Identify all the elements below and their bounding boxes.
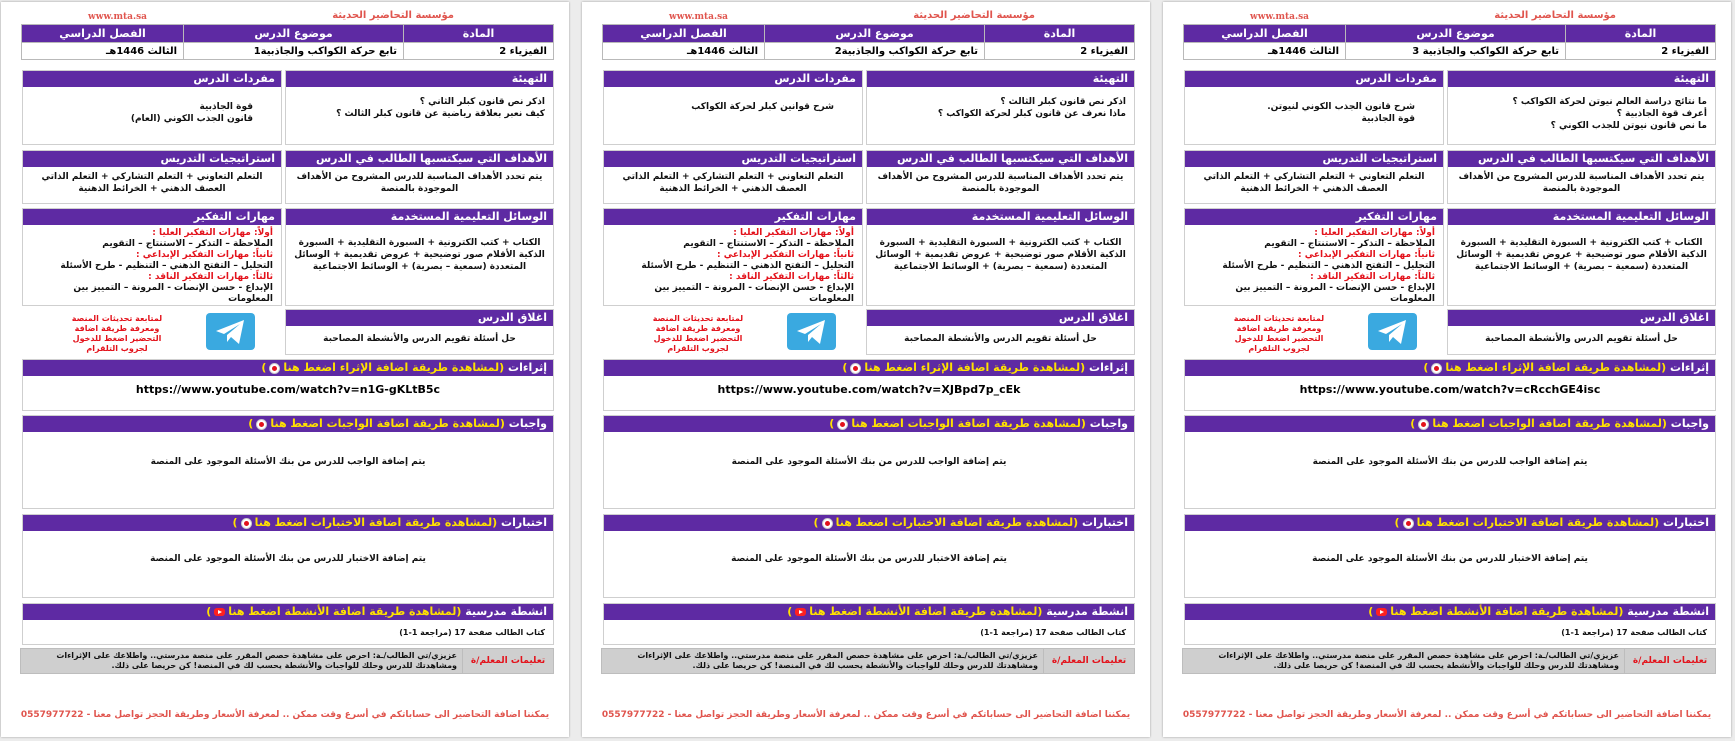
youtube-icon xyxy=(1376,608,1387,616)
telegram-button[interactable] xyxy=(1368,313,1417,350)
thinking-text: التحليل – التفتح الذهني – التنظيم - طرح الأسئلة xyxy=(641,261,854,271)
close-paren: ) xyxy=(1410,417,1416,430)
tests-text: يتم إضافة الاختبار للدرس من بنك الأسئلة الموجود على المنصة xyxy=(1312,554,1588,564)
enrich-section xyxy=(1184,359,1716,411)
enrich-label: إثراءات xyxy=(508,361,547,374)
warmup-title: التهيئة xyxy=(286,71,553,87)
warmup-list xyxy=(1448,87,1715,136)
thinking-section xyxy=(603,208,863,306)
activities-section xyxy=(603,603,1135,645)
thinking-section xyxy=(1184,208,1444,306)
vocab-title: مفردات الدرس xyxy=(23,71,281,87)
record-icon xyxy=(822,518,833,529)
close-paren: ) xyxy=(813,516,819,529)
closing-text: حل أسئلة تقويم الدرس والأنشطة المصاحبة xyxy=(323,334,516,344)
goals-section xyxy=(285,150,554,204)
homework-section xyxy=(1184,415,1716,509)
subject-header: المادة xyxy=(985,25,1135,43)
notes-text: عزيزي/تي الطالب/ـة: احرص على مشاهدة حصص المقرر على منصة مدرستي.. واطلاعك على الإثراءات ومشاهدتك للدرس وحلك للواجبات والأنشطة يحسب لك في المنصة! كن حريصا على ذلك. xyxy=(1218,651,1619,670)
thinking-label: أولاً: مهارات التفكير العليا : xyxy=(152,228,273,238)
tests-link-text: (لمشاهدة طريقة اضافة الاختبارات اضغط هنا xyxy=(254,516,498,529)
term-value: الثالث 1446هـ xyxy=(603,43,765,60)
strategies-section xyxy=(603,150,863,204)
close-paren: ) xyxy=(232,516,238,529)
tools-title: الوسائل التعليمية المستخدمة xyxy=(1448,209,1715,225)
teacher-notes xyxy=(1182,648,1716,674)
vocab-list xyxy=(23,87,281,129)
topic-header: موضوع الدرس xyxy=(184,25,404,43)
tests-tutorial-link[interactable] xyxy=(233,516,498,529)
goals-title: الأهداف التي سيكتسبها الطالب في الدرس xyxy=(286,151,553,167)
strategies-section xyxy=(22,150,282,204)
thinking-label: ثانياً: مهارات التفكير الإبداعي : xyxy=(717,250,854,260)
record-icon xyxy=(837,419,848,430)
close-paren: ) xyxy=(248,417,254,430)
term-value: الثالث 1446هـ xyxy=(1184,43,1346,60)
topic-header: موضوع الدرس xyxy=(1346,25,1566,43)
thinking-title: مهارات التفكير xyxy=(23,209,281,225)
homework-tutorial-link[interactable] xyxy=(248,417,505,430)
activities-label: انشطة مدرسية xyxy=(465,605,547,618)
notes-text: عزيزي/تي الطالب/ـة: احرص على مشاهدة حصص المقرر على منصة مدرستي.. واطلاعك على الإثراءات ومشاهدتك للدرس وحلك للواجبات والأنشطة يحسب لك في المنصة! كن حريصا على ذلك. xyxy=(637,651,1038,670)
thinking-label: ثالثاً: مهارات التفكير الناقد : xyxy=(148,272,273,282)
thinking-title: مهارات التفكير xyxy=(604,209,862,225)
closing-section xyxy=(1447,309,1716,355)
term-value: الثالث 1446هـ xyxy=(22,43,184,60)
topic-value: تابع حركة الكواكب والجاذبية1 xyxy=(184,43,404,60)
thinking-label: ثالثاً: مهارات التفكير الناقد : xyxy=(729,272,854,282)
telegram-text[interactable]: لمتابعة تحديثات المنصة ومعرفة طريقة اضافة التحضير اضغط للدخول لجروب التلقرام xyxy=(1233,314,1325,353)
thinking-label: أولاً: مهارات التفكير العليا : xyxy=(733,228,854,238)
tests-tutorial-link[interactable] xyxy=(1395,516,1660,529)
enrich-title xyxy=(23,360,553,376)
telegram-icon xyxy=(787,313,836,350)
homework-title xyxy=(604,416,1134,432)
strategies-text: التعلم التعاوني + التعلم التشاركي + التعلم الذاتي العصف الذهني + الخرائط الذهنية xyxy=(622,172,844,194)
enrich-title xyxy=(1185,360,1715,376)
lesson-plan-page xyxy=(1,2,569,737)
teacher-notes xyxy=(601,648,1135,674)
activities-tutorial-link[interactable] xyxy=(1368,605,1623,618)
telegram-button[interactable] xyxy=(787,313,836,350)
homework-text: يتم إضافة الواجب للدرس من بنك الأسئلة الموجود على المنصة xyxy=(731,457,1007,467)
subject-value: الفيزياء 2 xyxy=(985,43,1135,60)
enrich-section xyxy=(603,359,1135,411)
notes-label: تعليمات المعلم/ة xyxy=(462,649,553,673)
strategies-section xyxy=(1184,150,1444,204)
homework-label: واجبات xyxy=(1670,417,1709,430)
org-name: مؤسسة التحاضير الحديثة xyxy=(1494,10,1616,21)
goals-section xyxy=(866,150,1135,204)
tests-label: اختبارات xyxy=(1082,516,1128,529)
org-site-link[interactable]: www.mta.sa xyxy=(88,12,148,22)
lesson-meta-table xyxy=(1183,24,1716,60)
vocab-item: شرح قوانين كبلر لحركة الكواكب xyxy=(691,102,834,112)
org-site-link[interactable]: www.mta.sa xyxy=(1250,12,1310,22)
closing-title: اغلاق الدرس xyxy=(286,310,553,326)
thinking-text: الإبداع - حسن الإنصات - المرونة – التمييز بين المعلومات xyxy=(73,283,273,304)
telegram-icon xyxy=(1368,313,1417,350)
subject-header: المادة xyxy=(404,25,554,43)
notes-label: تعليمات المعلم/ة xyxy=(1624,649,1715,673)
vocab-item: قوة الجاذبية xyxy=(199,102,253,112)
vocab-title: مفردات الدرس xyxy=(604,71,862,87)
warmup-item: ما نتائج دراسة العالم نيوتن لحركة الكواكب ؟ xyxy=(1512,97,1707,107)
homework-label: واجبات xyxy=(1089,417,1128,430)
thinking-text: الإبداع - حسن الإنصات - المرونة – التمييز بين المعلومات xyxy=(1235,283,1435,304)
lesson-plan-page xyxy=(582,2,1150,737)
goals-text: يتم تحدد الأهداف المناسبة للدرس المشروح من الأهداف الموجودة بالمنصة xyxy=(1458,172,1705,194)
subject-value: الفيزياء 2 xyxy=(1566,43,1716,60)
activities-title xyxy=(604,604,1134,620)
homework-tutorial-link[interactable] xyxy=(1410,417,1667,430)
activities-link-text: (لمشاهدة طريقة اضافة الأنشطة اضغط هنا xyxy=(809,605,1043,618)
enrich-url[interactable]: https://www.youtube.com/watch?v=cRcchGE4isc xyxy=(1299,383,1601,396)
tools-title: الوسائل التعليمية المستخدمة xyxy=(286,209,553,225)
lesson-meta-table xyxy=(21,24,554,60)
enrich-link-text: (لمشاهدة طريقة اضافة الإثراء اضغط هنا xyxy=(283,361,505,374)
goals-text: يتم تحدد الأهداف المناسبة للدرس المشروح من الأهداف الموجودة بالمنصة xyxy=(877,172,1124,194)
tools-section xyxy=(285,208,554,306)
warmup-section xyxy=(1447,70,1716,145)
subject-header: المادة xyxy=(1566,25,1716,43)
record-icon xyxy=(1431,363,1442,374)
enrich-tutorial-link[interactable] xyxy=(261,361,504,374)
tools-title: الوسائل التعليمية المستخدمة xyxy=(867,209,1134,225)
enrich-title xyxy=(604,360,1134,376)
thinking-label: ثالثاً: مهارات التفكير الناقد : xyxy=(1310,272,1435,282)
youtube-icon xyxy=(795,608,806,616)
activities-section xyxy=(1184,603,1716,645)
activities-text: كتاب الطالب صفحة 17 (مراجعة 1-1) xyxy=(980,628,1126,637)
tests-section xyxy=(1184,514,1716,598)
close-paren: ) xyxy=(1394,516,1400,529)
closing-title: اغلاق الدرس xyxy=(867,310,1134,326)
footer-contact: يمكننا اضافة التحاضير الى حساباتكم في أسرع وقت ممكن .. لمعرفة الأسعار وطريقة الحجز تواصل معنا - 0557977722 xyxy=(1182,710,1712,720)
lesson-meta-table xyxy=(602,24,1135,60)
strategies-title: استراتيجيات التدريس xyxy=(604,151,862,167)
org-site-link[interactable]: www.mta.sa xyxy=(669,12,729,22)
warmup-title: التهيئة xyxy=(867,71,1134,87)
homework-title xyxy=(1185,416,1715,432)
activities-title xyxy=(23,604,553,620)
record-icon xyxy=(241,518,252,529)
tests-title xyxy=(1185,515,1715,531)
vocab-list xyxy=(604,87,862,117)
telegram-text[interactable]: لمتابعة تحديثات المنصة ومعرفة طريقة اضافة التحضير اضغط للدخول لجروب التلقرام xyxy=(652,314,744,353)
term-header: الفصل الدراسي xyxy=(22,25,184,43)
term-header: الفصل الدراسي xyxy=(603,25,765,43)
activities-label: انشطة مدرسية xyxy=(1046,605,1128,618)
tools-text: الكتاب + كتب الكترونية + السبورة التقليدية + السبورة الذكية الأقلام صور توضيحية + عروض تقديمية + الوسائل المتعددة (سمعية – بصرية) + الوسائط الاجتماعية xyxy=(1456,238,1707,272)
enrich-tutorial-link[interactable] xyxy=(1423,361,1666,374)
telegram-text[interactable]: لمتابعة تحديثات المنصة ومعرفة طريقة اضافة التحضير اضغط للدخول لجروب التلقرام xyxy=(71,314,163,353)
tests-text: يتم إضافة الاختبار للدرس من بنك الأسئلة الموجود على المنصة xyxy=(731,554,1007,564)
thinking-label: أولاً: مهارات التفكير العليا : xyxy=(1314,228,1435,238)
thinking-text: التحليل – التفتح الذهني – التنظيم - طرح الأسئلة xyxy=(1222,261,1435,271)
thinking-text: الإبداع - حسن الإنصات - المرونة – التمييز بين المعلومات xyxy=(654,283,854,304)
telegram-button[interactable] xyxy=(206,313,255,350)
close-paren: ) xyxy=(1423,361,1429,374)
enrich-link-text: (لمشاهدة طريقة اضافة الإثراء اضغط هنا xyxy=(1445,361,1667,374)
tests-text: يتم إضافة الاختبار للدرس من بنك الأسئلة الموجود على المنصة xyxy=(150,554,426,564)
goals-title: الأهداف التي سيكتسبها الطالب في الدرس xyxy=(867,151,1134,167)
enrich-tutorial-link[interactable] xyxy=(842,361,1085,374)
thinking-list xyxy=(1185,225,1443,309)
record-icon xyxy=(269,363,280,374)
warmup-item: كيف نعبر بعلاقة رياضية عن قانون كبلر الثالث ؟ xyxy=(336,109,545,119)
term-header: الفصل الدراسي xyxy=(1184,25,1346,43)
homework-link-text: (لمشاهدة طريقة اضافة الواجبات اضغط هنا xyxy=(270,417,505,430)
homework-text: يتم إضافة الواجب للدرس من بنك الأسئلة الموجود على المنصة xyxy=(1312,457,1588,467)
vocab-item: قوة الجاذبية xyxy=(1361,114,1415,124)
record-icon xyxy=(256,419,267,430)
goals-section xyxy=(1447,150,1716,204)
close-paren: ) xyxy=(261,361,267,374)
thinking-text: الملاحظة – التذكر – الاستنتاج – التقويم xyxy=(1264,239,1435,249)
tests-link-text: (لمشاهدة طريقة اضافة الاختبارات اضغط هنا xyxy=(835,516,1079,529)
strategies-text: التعلم التعاوني + التعلم التشاركي + التعلم الذاتي العصف الذهني + الخرائط الذهنية xyxy=(1203,172,1425,194)
tools-text: الكتاب + كتب الكترونية + السبورة التقليدية + السبورة الذكية الأقلام صور توضيحية + عروض تقديمية + الوسائل المتعددة (سمعية – بصرية) + الوسائط الاجتماعية xyxy=(875,238,1126,272)
tests-tutorial-link[interactable] xyxy=(814,516,1079,529)
activities-text: كتاب الطالب صفحة 17 (مراجعة 1-1) xyxy=(1561,628,1707,637)
subject-value: الفيزياء 2 xyxy=(404,43,554,60)
homework-title xyxy=(23,416,553,432)
enrich-label: إثراءات xyxy=(1670,361,1709,374)
closing-text: حل أسئلة تقويم الدرس والأنشطة المصاحبة xyxy=(1485,334,1678,344)
close-paren: ) xyxy=(206,605,212,618)
vocab-section xyxy=(22,70,282,145)
close-paren: ) xyxy=(842,361,848,374)
close-paren: ) xyxy=(1368,605,1374,618)
warmup-item: اذكر نص قانون كبلر الثالث ؟ xyxy=(1000,97,1126,107)
warmup-section xyxy=(285,70,554,145)
enrich-label: إثراءات xyxy=(1089,361,1128,374)
vocab-item: قانون الجذب الكوني (العام) xyxy=(130,114,253,124)
close-paren: ) xyxy=(829,417,835,430)
tools-text: الكتاب + كتب الكترونية + السبورة التقليدية + السبورة الذكية الأقلام صور توضيحية + عروض تقديمية + الوسائل المتعددة (سمعية – بصرية) + الوسائط الاجتماعية xyxy=(294,238,545,272)
close-paren: ) xyxy=(787,605,793,618)
homework-section xyxy=(603,415,1135,509)
thinking-label: ثانياً: مهارات التفكير الإبداعي : xyxy=(1298,250,1435,260)
closing-text: حل أسئلة تقويم الدرس والأنشطة المصاحبة xyxy=(904,334,1097,344)
footer-contact: يمكننا اضافة التحاضير الى حساباتكم في أسرع وقت ممكن .. لمعرفة الأسعار وطريقة الحجز تواصل معنا - 0557977722 xyxy=(601,710,1131,720)
vocab-title: مفردات الدرس xyxy=(1185,71,1443,87)
teacher-notes xyxy=(20,648,554,674)
thinking-list xyxy=(23,225,281,309)
closing-title: اغلاق الدرس xyxy=(1448,310,1715,326)
enrich-url[interactable]: https://www.youtube.com/watch?v=XJBpd7p_cEk xyxy=(717,383,1021,396)
warmup-item: أعرف قوة الجاذبية ؟ xyxy=(1616,109,1707,119)
footer-contact: يمكننا اضافة التحاضير الى حساباتكم في أسرع وقت ممكن .. لمعرفة الأسعار وطريقة الحجز تواصل معنا - 0557977722 xyxy=(20,710,550,720)
tests-label: اختبارات xyxy=(501,516,547,529)
activities-tutorial-link[interactable] xyxy=(787,605,1042,618)
goals-title: الأهداف التي سيكتسبها الطالب في الدرس xyxy=(1448,151,1715,167)
topic-value: تابع حركة الكواكب والجاذبية2 xyxy=(765,43,985,60)
topic-header: موضوع الدرس xyxy=(765,25,985,43)
tests-title xyxy=(604,515,1134,531)
thinking-list xyxy=(604,225,862,309)
warmup-item: اذكر نص قانون كبلر الثاني ؟ xyxy=(419,97,545,107)
notes-text: عزيزي/تي الطالب/ـة: احرص على مشاهدة حصص المقرر على منصة مدرستي.. واطلاعك على الإثراءات ومشاهدتك للدرس وحلك للواجبات والأنشطة يحسب لك في المنصة! كن حريصا على ذلك. xyxy=(56,651,457,670)
homework-link-text: (لمشاهدة طريقة اضافة الواجبات اضغط هنا xyxy=(851,417,1086,430)
thinking-title: مهارات التفكير xyxy=(1185,209,1443,225)
activities-link-text: (لمشاهدة طريقة اضافة الأنشطة اضغط هنا xyxy=(228,605,462,618)
homework-text: يتم إضافة الواجب للدرس من بنك الأسئلة الموجود على المنصة xyxy=(150,457,426,467)
activities-text: كتاب الطالب صفحة 17 (مراجعة 1-1) xyxy=(399,628,545,637)
topic-value: تابع حركة الكواكب والجاذبية 3 xyxy=(1346,43,1566,60)
warmup-list xyxy=(867,87,1134,124)
homework-tutorial-link[interactable] xyxy=(829,417,1086,430)
strategies-title: استراتيجيات التدريس xyxy=(23,151,281,167)
telegram-icon xyxy=(206,313,255,350)
enrich-section xyxy=(22,359,554,411)
tests-link-text: (لمشاهدة طريقة اضافة الاختبارات اضغط هنا xyxy=(1416,516,1660,529)
org-name: مؤسسة التحاضير الحديثة xyxy=(332,10,454,21)
activities-label: انشطة مدرسية xyxy=(1627,605,1709,618)
tools-section xyxy=(866,208,1135,306)
thinking-text: الملاحظة – التذكر – الاستنتاج – التقويم xyxy=(683,239,854,249)
activities-section xyxy=(22,603,554,645)
vocab-item: شرح قانون الجذب الكوني لنيوتن. xyxy=(1267,102,1415,112)
vocab-list xyxy=(1185,87,1443,129)
closing-section xyxy=(866,309,1135,355)
goals-text: يتم تحدد الأهداف المناسبة للدرس المشروح من الأهداف الموجودة بالمنصة xyxy=(296,172,543,194)
thinking-section xyxy=(22,208,282,306)
homework-label: واجبات xyxy=(508,417,547,430)
vocab-section xyxy=(1184,70,1444,145)
warmup-item: ماذا نعرف عن قانون كبلر لحركة الكواكب ؟ xyxy=(937,109,1126,119)
youtube-icon xyxy=(214,608,225,616)
thinking-text: التحليل – التفتح الذهني – التنظيم - طرح الأسئلة xyxy=(60,261,273,271)
thinking-label: ثانياً: مهارات التفكير الإبداعي : xyxy=(136,250,273,260)
tests-section xyxy=(603,514,1135,598)
vocab-section xyxy=(603,70,863,145)
enrich-link-text: (لمشاهدة طريقة اضافة الإثراء اضغط هنا xyxy=(864,361,1086,374)
record-icon xyxy=(1418,419,1429,430)
strategies-title: استراتيجيات التدريس xyxy=(1185,151,1443,167)
strategies-text: التعلم التعاوني + التعلم التشاركي + التعلم الذاتي العصف الذهني + الخرائط الذهنية xyxy=(41,172,263,194)
warmup-title: التهيئة xyxy=(1448,71,1715,87)
enrich-url[interactable]: https://www.youtube.com/watch?v=n1G-gKLtB5c xyxy=(135,383,441,396)
warmup-section xyxy=(866,70,1135,145)
activities-tutorial-link[interactable] xyxy=(206,605,461,618)
tests-title xyxy=(23,515,553,531)
org-name: مؤسسة التحاضير الحديثة xyxy=(913,10,1035,21)
notes-label: تعليمات المعلم/ة xyxy=(1043,649,1134,673)
tests-label: اختبارات xyxy=(1663,516,1709,529)
warmup-item: ما نص قانون نيوتن للجذب الكوني ؟ xyxy=(1550,121,1707,131)
closing-section xyxy=(285,309,554,355)
record-icon xyxy=(850,363,861,374)
activities-link-text: (لمشاهدة طريقة اضافة الأنشطة اضغط هنا xyxy=(1390,605,1624,618)
record-icon xyxy=(1403,518,1414,529)
homework-link-text: (لمشاهدة طريقة اضافة الواجبات اضغط هنا xyxy=(1432,417,1667,430)
activities-title xyxy=(1185,604,1715,620)
lesson-plan-page xyxy=(1163,2,1731,737)
tests-section xyxy=(22,514,554,598)
warmup-list xyxy=(286,87,553,124)
thinking-text: الملاحظة – التذكر – الاستنتاج – التقويم xyxy=(102,239,273,249)
homework-section xyxy=(22,415,554,509)
tools-section xyxy=(1447,208,1716,306)
